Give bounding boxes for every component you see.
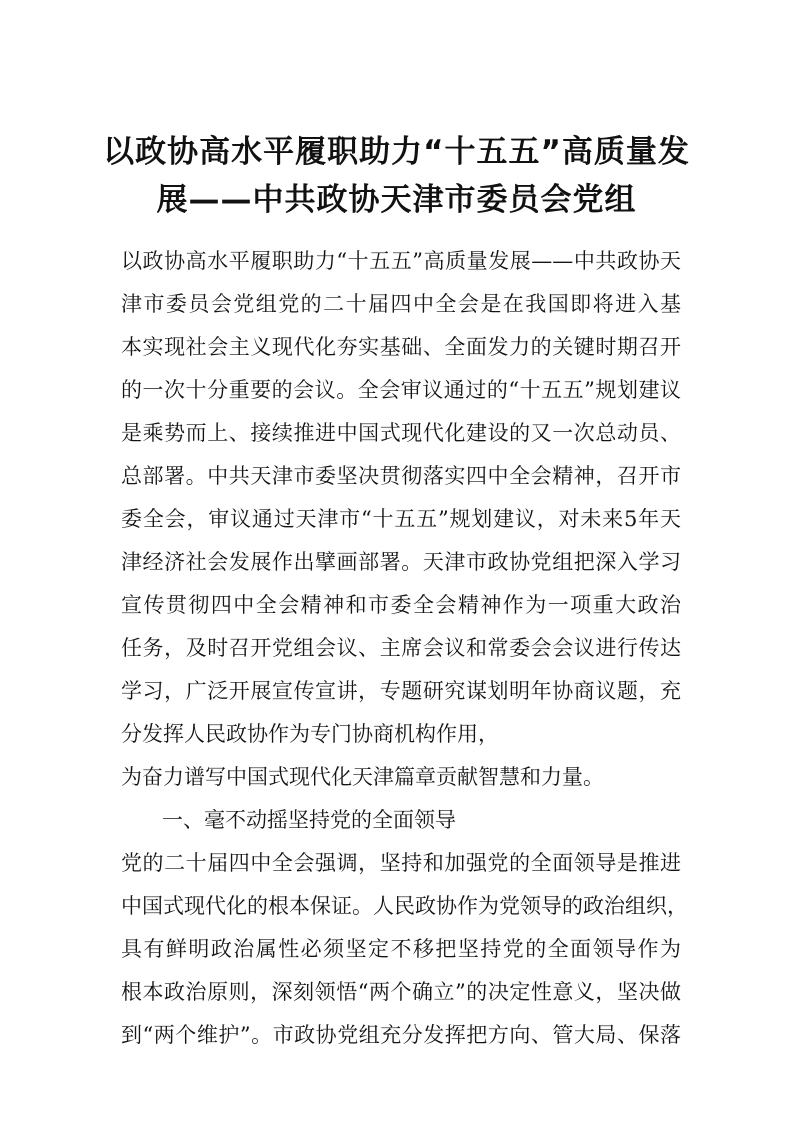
- body-text-line: 是乘势而上、接续推进中国式现代化建设的又一次总动员、: [121, 421, 681, 445]
- section-text-line: 根本政治原则，深刻领悟“两个确立”的决定性意义，坚决做: [121, 980, 681, 1004]
- section-text-line: 到“两个维护”。市政协党组充分发挥把方向、管大局、保落: [121, 1023, 681, 1047]
- document-title-line-2: 展——中共政协天津市委员会党组: [156, 182, 637, 218]
- section-heading: 一、毫不动摇坚持党的全面领导: [162, 808, 456, 832]
- body-text-line: 的一次十分重要的会议。全会审议通过的“十五五”规划建议: [121, 378, 681, 402]
- document-title-line-1: 以政协高水平履职助力“十五五”高质量发: [103, 134, 690, 170]
- section-text-line: 党的二十届四中全会强调，坚持和加强党的全面领导是推进: [121, 851, 681, 875]
- body-text-line: 津经济社会发展作出擘画部署。天津市政协党组把深入学习: [121, 550, 681, 574]
- body-text-line: 宣传贯彻四中全会精神和市委全会精神作为一项重大政治: [121, 593, 681, 617]
- body-text-line: 为奋力谱写中国式现代化天津篇章贡献智慧和力量。: [121, 765, 604, 789]
- section-text-line: 中国式现代化的根本保证。人民政协作为党领导的政治组织，: [121, 894, 688, 918]
- body-text-line: 总部署。中共天津市委坚决贯彻落实四中全会精神，召开市: [121, 464, 681, 488]
- body-text-line: 本实现社会主义现代化夯实基础、全面发力的关键时期召开: [121, 335, 681, 359]
- body-text-line: 津市委员会党组党的二十届四中全会是在我国即将进入基: [121, 292, 681, 316]
- body-text-line: 分发挥人民政协作为专门协商机构作用，: [121, 722, 499, 746]
- body-text-line: 以政协高水平履职助力“十五五”高质量发展——中共政协天: [121, 249, 681, 273]
- body-text-line: 任务，及时召开党组会议、主席会议和常委会会议进行传达: [121, 636, 681, 660]
- section-text-line: 具有鲜明政治属性必须坚定不移把坚持党的全面领导作为: [121, 937, 681, 961]
- body-text-line: 委全会，审议通过天津市“十五五”规划建议，对未来5年天: [121, 507, 681, 531]
- body-text-line: 学习，广泛开展宣传宣讲，专题研究谋划明年协商议题，充: [121, 679, 681, 703]
